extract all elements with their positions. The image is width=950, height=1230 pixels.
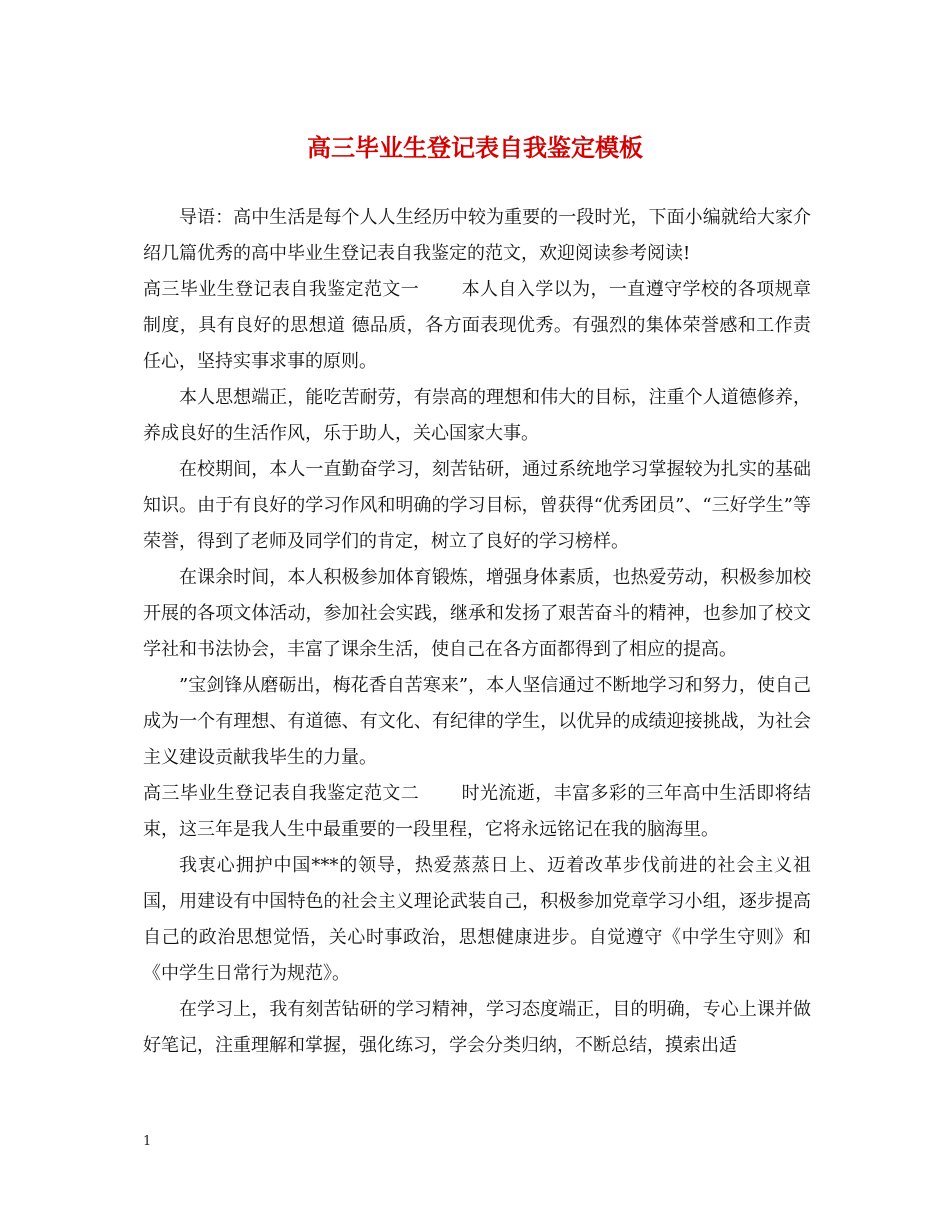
- intro-paragraph: 导语：高中生活是每个人人生经历中较为重要的一段时光，下面小编就给大家介绍几篇优秀的高中毕业生登记表自我鉴定的范文，欢迎阅读参考阅读!: [143, 207, 811, 264]
- sample-one-paragraph: ”宝剑锋从磨砺出，梅花香自苦寒来”，本人坚信通过不断地学习和努力，使自己成为一个有理想、有道德、有文化、有纪律的学生，以优异的成绩迎接挑战，为社会主义建设贡献我毕生的力量。: [143, 675, 811, 768]
- sample-one-opening: [143, 272, 811, 380]
- sample-one-first-text: 本人自入学以为，一直遵守学校的各项规章制度，具有良好的思想道 德品质，各方面表现优秀。有强烈的集体荣誉感和工作责任心，坚持实事求事的原则。: [143, 279, 812, 372]
- sample-two-paragraph: 在学习上，我有刻苦钻研的学习精神，学习态度端正，目的明确，专心上课并做好笔记，注重理解和掌握，强化练习，学会分类归纳，不断总结，摸索出适: [143, 999, 811, 1056]
- sample-one-paragraph: 在课余时间，本人积极参加体育锻炼，增强身体素质，也热爱劳动，积极参加校开展的各项文体活动，参加社会实践，继承和发扬了艰苦奋斗的精神，也参加了校文学社和书法协会，丰富了课余生活，使自己在各方面都得到了相应的提高。: [143, 567, 811, 660]
- sample-two-paragraph: 我衷心拥护中国***的领导，热爱蒸蒸日上、迈着改革步伐前进的社会主义祖国，用建设有中国特色的社会主义理论武装自己，积极参加党章学习小组，逐步提高自己的政治思想觉悟，关心时事政治，思想健康进步。自觉遵守《中学生守则》和《中学生日常行为规范》。: [143, 855, 811, 984]
- sample-two-opening: [143, 776, 811, 848]
- sample-two-heading: 高三毕业生登记表自我鉴定范文二: [143, 783, 420, 804]
- document-title: 高三毕业生登记表自我鉴定模板: [307, 133, 643, 162]
- sample-one-heading: 高三毕业生登记表自我鉴定范文一: [143, 279, 420, 300]
- sample-two-first-text: 时光流逝，丰富多彩的三年高中生活即将结束，这三年是我人生中最重要的一段里程，它将永远铭记在我的脑海里。: [143, 783, 812, 840]
- page-number: 1: [143, 1134, 152, 1149]
- document-body: [143, 200, 811, 1064]
- sample-one-paragraph: 在校期间，本人一直勤奋学习，刻苦钻研，通过系统地学习掌握较为扎实的基础知识。由于有良好的学习作风和明确的学习目标，曾获得“优秀团员”、“三好学生”等荣誉，得到了老师及同学们的肯定，树立了良好的学习榜样。: [143, 459, 811, 552]
- sample-one-paragraph: 本人思想端正，能吃苦耐劳，有崇高的理想和伟大的目标，注重个人道德修养，养成良好的生活作风，乐于助人，关心国家大事。: [143, 387, 811, 444]
